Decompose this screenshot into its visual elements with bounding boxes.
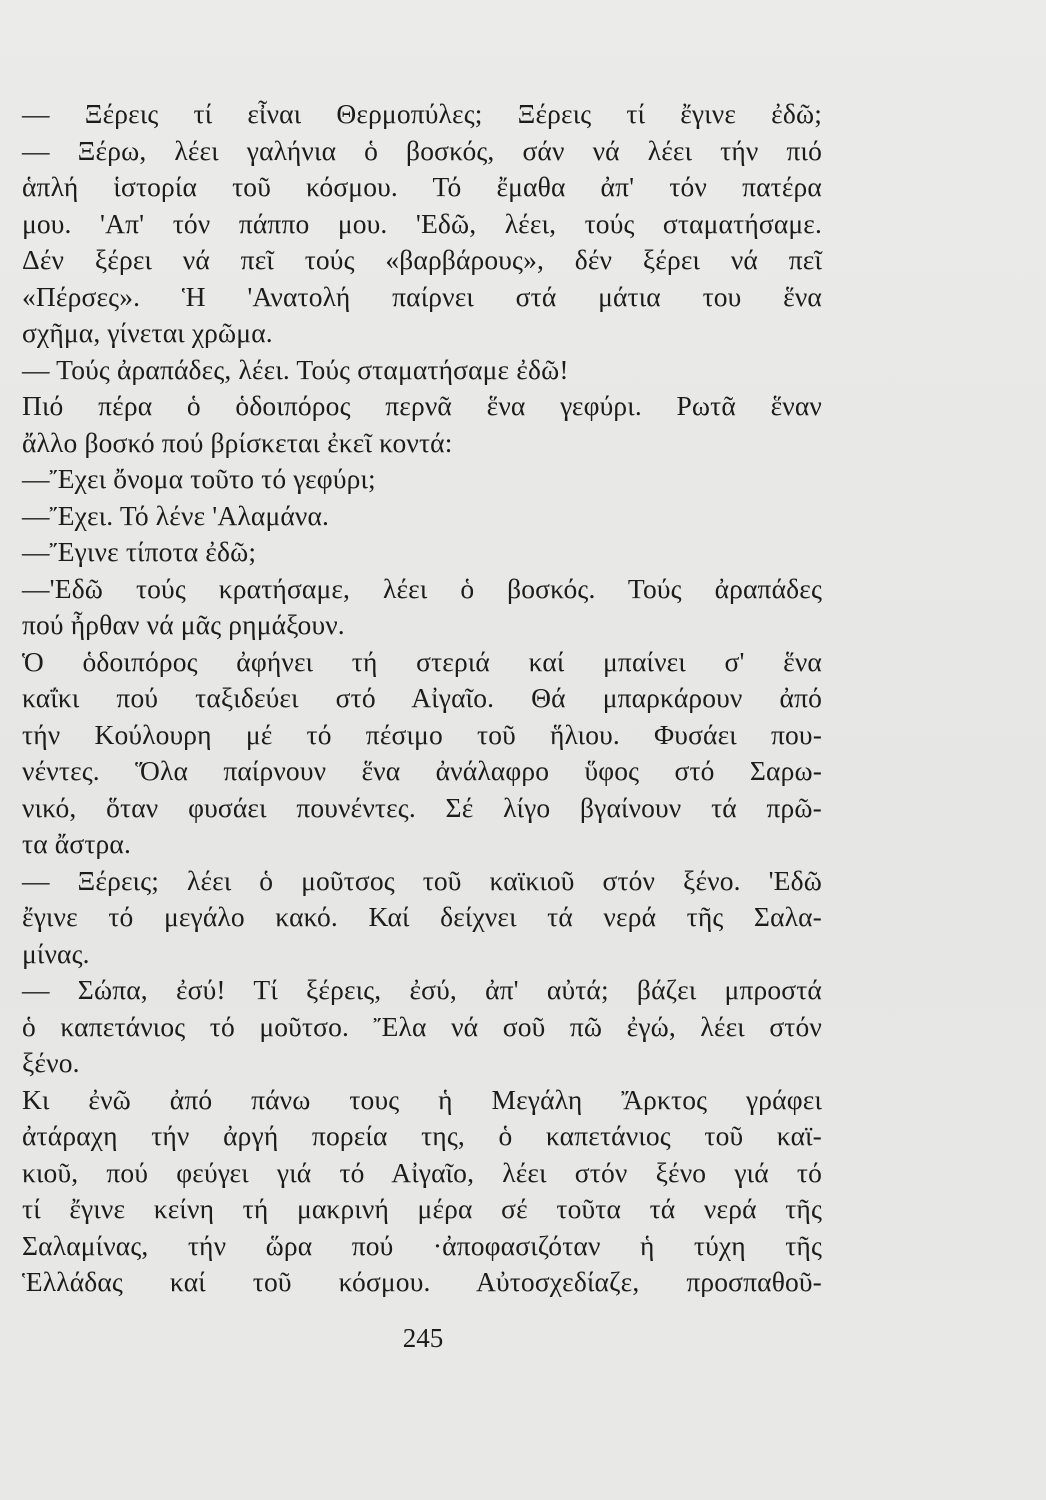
text-line-19: νέντες. Ὅλα παίρνουν ἕνα ἀνάλαφρο ὕφος στό Σαρω- — [22, 755, 822, 786]
text-line-2: — Ξέρω, λέει γαλήνια ὁ βοσκός, σάν νά λέει τήν πιό — [22, 134, 822, 166]
text-line-14: —'Εδῶ τούς κρατήσαμε, λέει ὁ βοσκός. Τούς ἀραπάδες — [22, 572, 822, 604]
text-line-13: —Ἔγινε τίποτα ἐδῶ; — [22, 536, 257, 567]
text-line-1: — Ξέρεις τί εἶναι Θερμοπύλες; Ξέρεις τί ἔγινε ἐδῶ; — [22, 98, 822, 129]
text-line-4: μου. 'Απ' τόν πάππο μου. 'Εδῶ, λέει, τούς σταματήσαμε. — [22, 207, 822, 239]
text-line-29: ἀτάραχη τήν ἀργή πορεία της, ὁ καπετάνιος τοῦ καϊ- — [22, 1120, 822, 1151]
text-line-24: μίνας. — [22, 937, 90, 969]
text-line-11: —Ἔχει ὄνομα τοῦτο τό γεφύρι; — [22, 463, 376, 494]
text-line-26: ὁ καπετάνιος τό μοῦτσο. Ἔλα νά σοῦ πῶ ἐγώ, λέει στόν — [22, 1010, 822, 1042]
text-line-18: τήν Κούλουρη μέ τό πέσιμο τοῦ ἥλιου. Φυσάει που- — [22, 718, 822, 750]
text-line-25: — Σώπα, ἐσύ! Τί ξέρεις, ἐσύ, ἀπ' αὐτά; βάζει μπροστά — [22, 974, 822, 1005]
text-line-32: Σαλαμίνας, τήν ὥρα πού ·ἀποφασιζόταν ἡ τύχη τῆς — [22, 1229, 822, 1261]
text-line-8: — Τούς ἀραπάδες, λέει. Τούς σταματήσαμε ἐδῶ! — [22, 353, 569, 385]
text-line-3: ἁπλή ἱστορία τοῦ κόσμου. Τό ἔμαθα ἀπ' τόν πατέρα — [22, 171, 822, 202]
text-line-5: Δέν ξέρει νά πεῖ τούς «βαρβάρους», δέν ξέρει νά πεῖ — [22, 244, 822, 275]
text-line-6: «Πέρσες». Ἡ 'Ανατολή παίρνει στά μάτια του ἕνα — [22, 280, 822, 312]
text-line-7: σχῆμα, γίνεται χρῶμα. — [22, 317, 273, 348]
text-line-30: κιοῦ, πού φεύγει γιά τό Αἰγαῖο, λέει στόν ξένο γιά τό — [22, 1156, 822, 1188]
text-line-31: τί ἔγινε κείνη τή μακρινή μέρα σέ τοῦτα τά νερά τῆς — [22, 1193, 822, 1224]
text-line-23: ἔγινε τό μεγάλο κακό. Καί δείχνει τά νερά τῆς Σαλα- — [22, 901, 822, 932]
text-line-33: Ἑλλάδας καί τοῦ κόσμου. Αὐτοσχεδίαζε, προσπαθοῦ- — [22, 1266, 822, 1297]
text-line-28: Κι ἐνῶ ἀπό πάνω τους ἡ Μεγάλη Ἄρκτος γράφει — [22, 1083, 822, 1115]
text-line-20: νικό, ὅταν φυσάει πουνέντες. Σέ λίγο βγαίνουν τά πρῶ- — [22, 791, 822, 823]
text-line-27: ξένο. — [22, 1047, 80, 1078]
page-text — [22, 96, 822, 1301]
text-line-22: — Ξέρεις; λέει ὁ μοῦτσος τοῦ καϊκιοῦ στόν ξένο. 'Εδῶ — [22, 864, 822, 896]
text-line-16: Ὁ ὁδοιπόρος ἀφήνει τή στεριά καί μπαίνει σ' ἕνα — [22, 645, 822, 677]
text-line-17: καΐκι πού ταξιδεύει στό Αἰγαῖο. Θά μπαρκάρουν ἀπό — [22, 682, 822, 713]
text-line-9: Πιό πέρα ὁ ὁδοιπόρος περνᾶ ἕνα γεφύρι. Ρωτᾶ ἕναν — [22, 390, 822, 421]
text-line-10: ἄλλο βοσκό πού βρίσκεται ἐκεῖ κοντά: — [22, 426, 453, 458]
page-number: 245 — [402, 1323, 444, 1353]
text-line-21: τα ἄστρα. — [22, 828, 131, 859]
text-line-15: πού ἦρθαν νά μᾶς ρημάξουν. — [22, 609, 345, 640]
text-line-12: —Ἔχει. Τό λένε 'Αλαμάνα. — [22, 499, 330, 531]
